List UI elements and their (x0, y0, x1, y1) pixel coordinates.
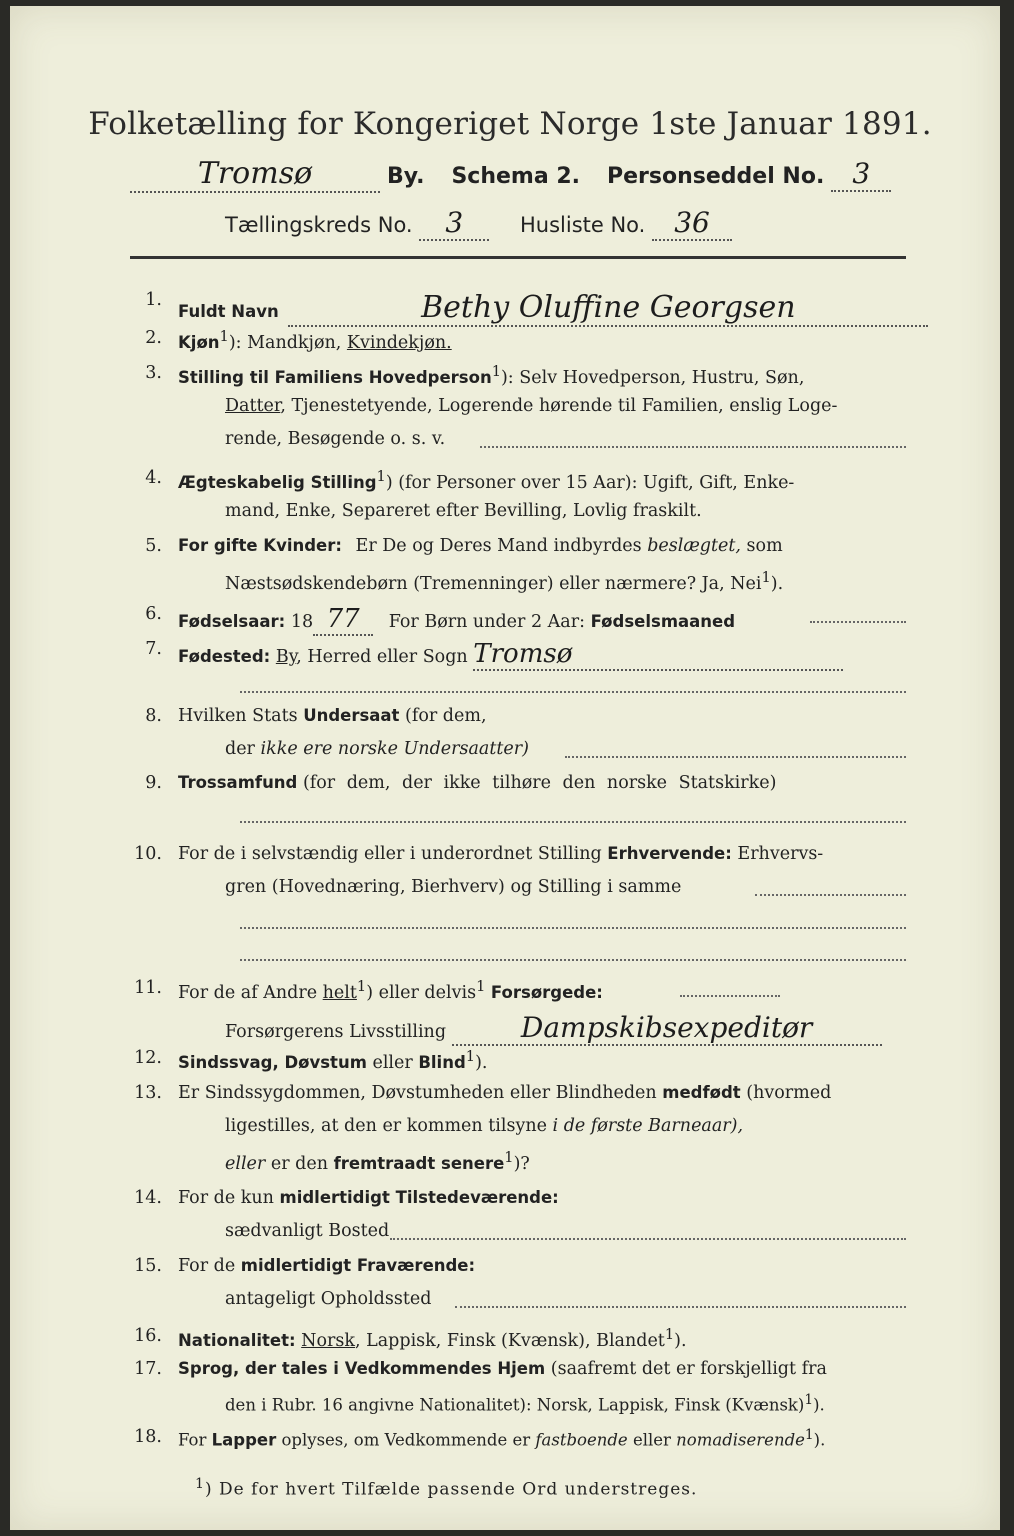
selected-option: Norsk (301, 1330, 355, 1351)
item-temp-absent-line2 (225, 1289, 431, 1309)
dotted-line (480, 446, 906, 448)
item-number: 13. (134, 1083, 162, 1103)
item-number: 12. (134, 1048, 162, 1068)
item-label: Fødselsmaaned (590, 612, 736, 631)
item-text: som (746, 536, 783, 556)
dotted-line (240, 821, 906, 823)
item-number: 9. (145, 773, 162, 793)
item-number: 5. (145, 536, 162, 556)
krets-no-field: 3 (419, 206, 489, 241)
item-citizenship-line2 (225, 739, 529, 759)
footnote-ref: 1 (476, 978, 486, 995)
item-religion (178, 773, 776, 793)
item-label: Erhvervende: (607, 844, 732, 863)
year-prefix: 18 (290, 612, 314, 632)
item-temp-present-line2 (225, 1221, 389, 1241)
item-text: For Børn under 2 Aar: (388, 612, 585, 632)
footnote-ref: 1 (504, 1149, 514, 1166)
full-name-value: Bethy Oluffine Georgsen (288, 290, 928, 327)
item-occupation (178, 844, 823, 864)
footnote-ref: 1 (465, 1048, 476, 1065)
item-temp-present (178, 1188, 559, 1208)
footnote (195, 1476, 697, 1500)
item-text: nomadiserende (676, 1430, 805, 1450)
footnote-ref: 1 (195, 1476, 206, 1492)
item-label: midlertidigt Fraværende: (240, 1256, 476, 1275)
item-occupation-line2 (225, 877, 681, 897)
item-citizenship (178, 706, 487, 726)
dotted-line (240, 927, 906, 929)
item-birthplace (178, 639, 843, 671)
birth-year-value: 77 (313, 604, 373, 636)
item-text: Erhvervs- (737, 844, 824, 864)
item-disability: Sindssvag, Døvstum eller Blind$^1$). (178, 1048, 488, 1073)
item-text: eller (225, 1153, 266, 1174)
item-text: ) eller delvis (366, 982, 477, 1003)
item-supported-line2 (225, 1011, 882, 1046)
selected-option: Datter (225, 396, 281, 416)
dotted-line (240, 691, 906, 693)
personseddel-no-field: 3 (831, 157, 891, 192)
dotted-line (680, 995, 780, 997)
item-label: Lapper (211, 1430, 277, 1450)
item-text: For de kun (178, 1188, 274, 1208)
item-nationality: Nationalitet: Norsk, Lappisk, Finsk (Kvænsk), Blandet$^1$). (178, 1326, 687, 1351)
item-text: gren (Hovednæring, Bierhverv) og Stilling i samme (225, 877, 682, 897)
item-text: , Herred eller Sogn (296, 647, 468, 667)
item-married-women (178, 536, 783, 556)
item-temp-absent (178, 1256, 475, 1276)
item-label: Fuldt Navn (178, 302, 279, 321)
item-label: Fødselsaar: (178, 612, 286, 631)
item-marital-status (178, 468, 794, 493)
item-number: 7. (145, 639, 162, 659)
item-text: For de af Andre (178, 982, 318, 1003)
selected-option: Kvindekjøn. (346, 332, 452, 353)
husliste-no-field: 36 (652, 206, 732, 241)
item-supported (178, 978, 603, 1003)
item-text: beslægtet, (647, 536, 741, 556)
item-marital-status-line2 (225, 501, 702, 521)
item-text: For de i selvstændig eller i underordnet Stilling (178, 844, 602, 864)
item-text: Er Sindssygdommen, Døvstumheden eller Blindheden (178, 1083, 657, 1103)
item-language-line2: den i Rubr. 16 angivne Nationalitet): Norsk, Lappisk, Finsk (Kvænsk)$^1$). (225, 1392, 825, 1415)
dotted-line (455, 1306, 906, 1308)
item-label: Undersaat (303, 706, 400, 725)
item-text: (for dem, (405, 706, 487, 726)
item-label: Forsørgede: (490, 982, 603, 1002)
dotted-line (755, 894, 906, 896)
item-number: 6. (145, 604, 162, 624)
footnote-ref: 1 (376, 468, 386, 485)
personseddel-label: Personseddel No. (607, 164, 825, 189)
item-label: Sindssvag, Døvstum (178, 1052, 367, 1072)
item-text: Hvilken Stats (178, 706, 298, 726)
footnote-ref: 1 (491, 363, 501, 380)
item-married-women-line2: Næstsødskendebørn (Tremenninger) eller nærmere? Ja, Nei$^1$). (225, 569, 784, 594)
item-text: ): Mandkjøn, (228, 332, 342, 353)
item-text: ) (for Personer over 15 Aar): Ugift, Gift, Enke- (385, 472, 795, 493)
header-rule (130, 256, 906, 259)
item-text: , Lappisk, Finsk (Kvænsk), Blandet (354, 1330, 665, 1351)
item-text: Næstsødskendebørn (Tremenninger) eller nærmere? Ja, Nei (225, 573, 762, 594)
item-text: (saafremt det er forskjelligt fra (550, 1359, 827, 1379)
provider-occupation-value: Dampskibsexpeditør (452, 1011, 882, 1046)
item-text: er den (270, 1153, 328, 1174)
footnote-ref: 1 (761, 569, 771, 586)
item-number: 1. (145, 290, 162, 310)
item-label: Nationalitet: (178, 1330, 296, 1350)
item-text: i de første Barneaar), (552, 1116, 744, 1136)
dotted-line (240, 959, 906, 961)
item-number: 11. (134, 978, 162, 998)
footnote-text: ) De for hvert Tilfælde passende Ord understreges. (205, 1479, 698, 1500)
item-number: 4. (145, 468, 162, 488)
item-text: der (225, 739, 255, 759)
item-label: fremtraadt senere (333, 1153, 505, 1173)
dotted-line (390, 1238, 906, 1240)
item-family-position (178, 363, 804, 388)
selected-option: By (275, 647, 297, 667)
item-language (178, 1359, 827, 1379)
item-birth-year (178, 604, 735, 636)
item-number: 18. (134, 1427, 162, 1447)
schema-label: Schema 2. (451, 164, 581, 189)
item-label: Kjøn (178, 332, 220, 352)
item-congenital-line2 (225, 1116, 743, 1136)
census-form-page (10, 6, 1000, 1530)
item-number: 2. (145, 328, 162, 348)
item-text: ): Selv Hovedperson, Hustru, Søn, (500, 367, 805, 388)
item-text: den i Rubr. 16 angivne Nationalitet): Norsk, Lappisk, Finsk (Kvænsk) (225, 1395, 805, 1415)
item-text: sædvanligt Bosted (225, 1221, 390, 1241)
city-field: Tromsø (130, 156, 380, 193)
item-text: Forsørgerens Livsstilling (225, 1022, 447, 1042)
item-text: oplyses, om Vedkommende er (281, 1430, 531, 1450)
footnote-ref: 1 (804, 1392, 814, 1408)
item-text: For de (178, 1256, 236, 1276)
footnote-ref: 1 (356, 978, 367, 995)
item-label: Blind (418, 1052, 466, 1072)
item-text: For (178, 1430, 207, 1450)
form-title: Folketælling for Kongeriget Norge 1ste Januar 1891. (88, 106, 932, 142)
dotted-line (565, 756, 906, 758)
header-line-1 (130, 156, 891, 193)
item-text: antageligt Opholdssted (225, 1289, 432, 1309)
footnote-ref: 1 (219, 328, 229, 345)
item-text: mand, Enke, Separeret efter Bevilling, Lovlig fraskilt. (225, 501, 702, 521)
selected-option: helt (322, 982, 357, 1003)
item-number: 15. (134, 1256, 162, 1276)
item-number: 3. (145, 363, 162, 383)
item-sami: For Lapper oplyses, om Vedkommende er fastboende eller nomadiserende$^1$). (178, 1427, 826, 1450)
item-text: ligestilles, at den er kommen tilsyne (225, 1116, 547, 1136)
item-number: 14. (134, 1188, 162, 1208)
item-label: medfødt (662, 1083, 741, 1102)
item-number: 17. (134, 1359, 162, 1379)
item-text: eller (632, 1430, 671, 1450)
item-text: ikke ere norske Undersaatter) (260, 739, 529, 759)
husliste-label: Husliste No. (519, 213, 646, 237)
dotted-line (810, 621, 906, 623)
footnote-ref: 1 (804, 1427, 814, 1443)
item-label: midlertidigt Tilstedeværende: (279, 1188, 559, 1207)
item-text: rende, Besøgende o. s. v. (225, 429, 446, 449)
item-text: (for dem, der ikke tilhøre den norske Statskirke) (302, 773, 777, 793)
item-label: Fødested: (178, 647, 271, 666)
item-text: fastboende (535, 1430, 628, 1450)
item-label: Trossamfund (178, 773, 298, 792)
item-text: (hvormed (746, 1083, 832, 1103)
item-family-position-line2 (225, 396, 837, 416)
item-label: Ægteskabelig Stilling (178, 472, 377, 492)
item-label: Stilling til Familiens Hovedperson (178, 367, 492, 387)
item-text: , Tjenestetyende, Logerende hørende til Familien, enslig Loge- (280, 396, 838, 416)
item-number: 8. (145, 706, 162, 726)
item-text: eller (372, 1052, 413, 1073)
item-family-position-line3 (225, 429, 445, 449)
item-congenital (178, 1083, 831, 1103)
item-label: Sprog, der tales i Vedkommendes Hjem (178, 1359, 546, 1378)
item-text: Er De og Deres Mand indbyrdes (355, 536, 642, 556)
footnote-ref: 1 (664, 1326, 675, 1343)
birthplace-value: Tromsø (473, 639, 843, 671)
item-sex (178, 328, 452, 353)
item-congenital-line3: eller er den fremtraadt senere$^1$)? (225, 1149, 530, 1174)
krets-label: Tællingskreds No. (225, 213, 413, 237)
item-number: 16. (134, 1326, 162, 1346)
item-full-name (178, 290, 928, 327)
item-number: 10. (134, 844, 162, 864)
item-label: For gifte Kvinder: (178, 536, 342, 555)
by-label: By. (387, 164, 425, 189)
header-line-2 (225, 206, 732, 241)
